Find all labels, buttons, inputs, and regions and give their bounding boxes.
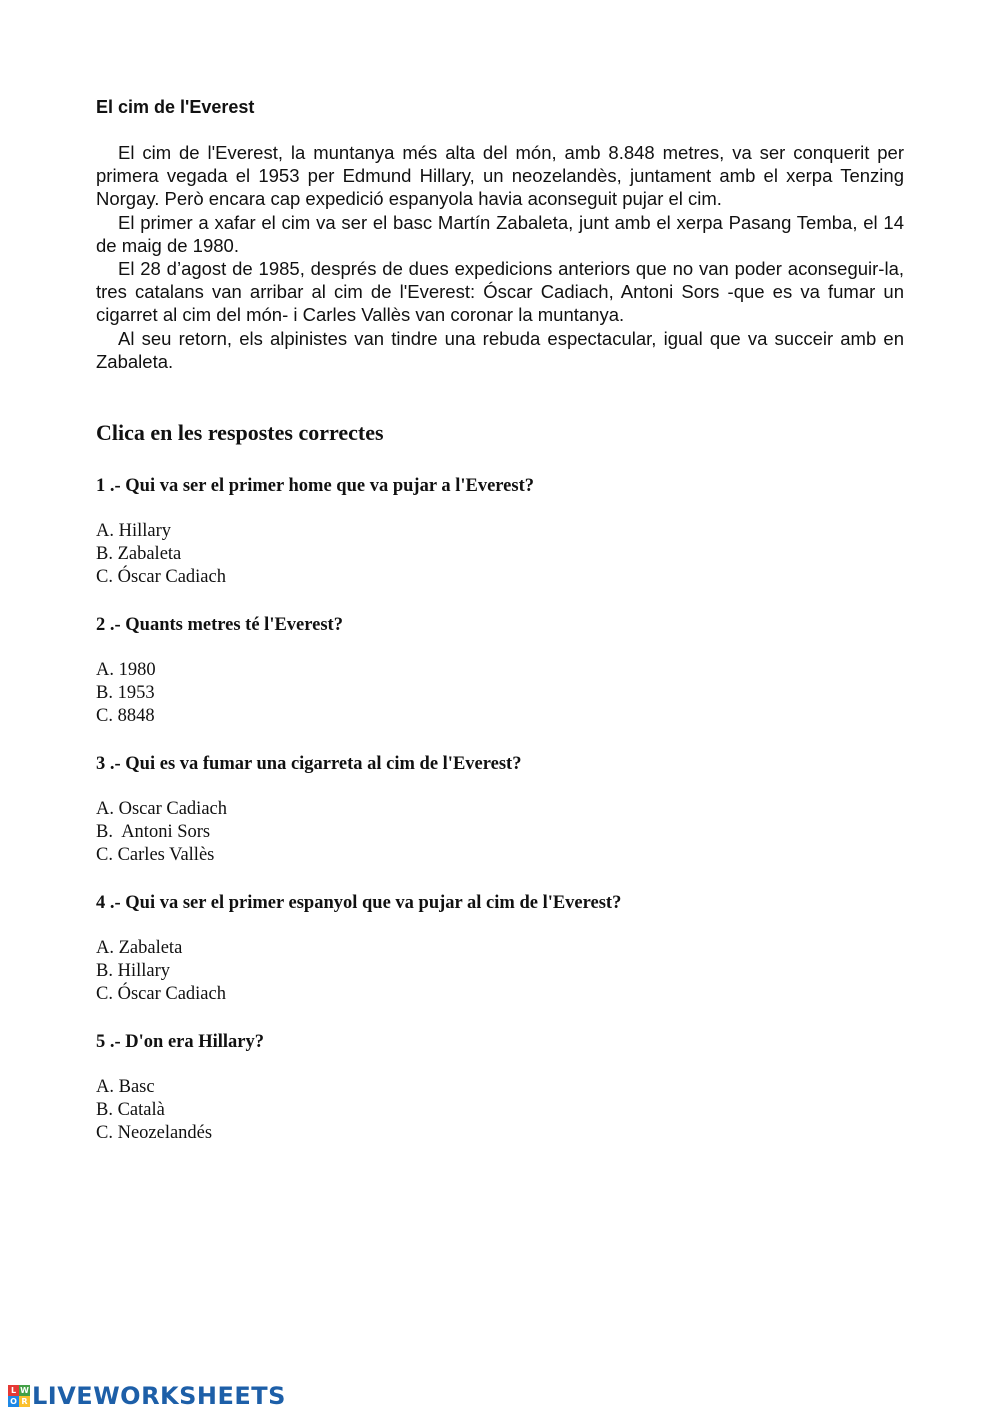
answer-options <box>96 1076 904 1146</box>
question-list <box>96 474 904 1169</box>
reading-paragraph: El primer a xafar el cim va ser el basc Martín Zabaleta, junt amb el xerpa Pasang Temba, el 14 de maig de 1980. <box>96 211 904 256</box>
quiz-heading: Clica en les respostes correctes <box>96 420 384 445</box>
question-text: 3 .- Qui es va fumar una cigarreta al cim de l'Everest? <box>96 754 522 774</box>
answer-options <box>96 798 904 868</box>
answer-option-c[interactable]: C. Óscar Cadiach <box>96 567 226 588</box>
reading-paragraph: Al seu retorn, els alpinistes van tindre una rebuda espectacular, igual que va succeir amb en Zabaleta. <box>96 327 904 372</box>
question-5 <box>96 1030 904 1169</box>
answer-option-b[interactable]: B. 1953 <box>96 683 155 704</box>
answer-option-a[interactable]: A. 1980 <box>96 660 156 680</box>
answer-option-b[interactable]: B. Hillary <box>96 961 170 982</box>
answer-option-a[interactable]: A. Basc <box>96 1077 155 1097</box>
answer-option-b[interactable]: B. Antoni Sors <box>96 822 211 843</box>
question-text: 2 .- Quants metres té l'Everest? <box>96 615 343 635</box>
answer-option-a[interactable]: A. Hillary <box>96 521 172 541</box>
question-text: 1 .- Qui va ser el primer home que va pujar a l'Everest? <box>96 476 534 496</box>
answer-options <box>96 659 904 729</box>
answer-option-a[interactable]: A. Oscar Cadiach <box>96 799 227 819</box>
answer-option-c[interactable]: C. Carles Vallès <box>96 845 215 866</box>
question-3 <box>96 752 904 891</box>
answer-option-c[interactable]: C. 8848 <box>96 706 155 727</box>
answer-option-a[interactable]: A. Zabaleta <box>96 938 183 958</box>
question-2 <box>96 613 904 752</box>
reading-title: El cim de l'Everest <box>96 97 255 117</box>
logo-text: LIVEWORKSHEETS <box>32 1382 286 1410</box>
logo-badge-cell: L <box>8 1385 19 1396</box>
answer-option-c[interactable]: C. Neozelandés <box>96 1123 213 1144</box>
answer-option-b[interactable]: B. Català <box>96 1100 165 1121</box>
reading-paragraph: El cim de l'Everest, la muntanya més alta del món, amb 8.848 metres, va ser conquerit per primera vegada el 1953 per Edmund Hillary, un neozelandès, juntament amb el xerpa Tenzing Norgay. Però encara cap expedició espanyola havia aconseguit pujar el cim. <box>96 142 904 210</box>
answer-options <box>96 520 904 590</box>
logo-badge-cell: O <box>8 1396 19 1407</box>
answer-options <box>96 937 904 1007</box>
reading-paragraph: El 28 d’agost de 1985, després de dues expedicions anteriors que no van poder aconseguir-la, tres catalans van arribar al cim de l'Everest: Óscar Cadiach, Antoni Sors -que es va fumar un cigarret al cim del món- i Carles Vallès van coronar la muntanya. <box>96 258 904 326</box>
question-4 <box>96 891 904 1030</box>
worksheet-page <box>96 96 904 1144</box>
question-text: 5 .- D'on era Hillary? <box>96 1032 265 1052</box>
logo-badge-cell: W <box>20 1386 29 1395</box>
logo-badge-icon <box>8 1385 30 1407</box>
question-text: 4 .- Qui va ser el primer espanyol que va pujar al cim de l'Everest? <box>96 893 622 913</box>
question-1 <box>96 474 904 613</box>
answer-option-b[interactable]: B. Zabaleta <box>96 544 182 565</box>
liveworksheets-logo <box>8 1383 286 1409</box>
logo-badge-cell: R <box>19 1396 30 1407</box>
answer-option-c[interactable]: C. Óscar Cadiach <box>96 984 226 1005</box>
reading-text <box>96 141 904 373</box>
